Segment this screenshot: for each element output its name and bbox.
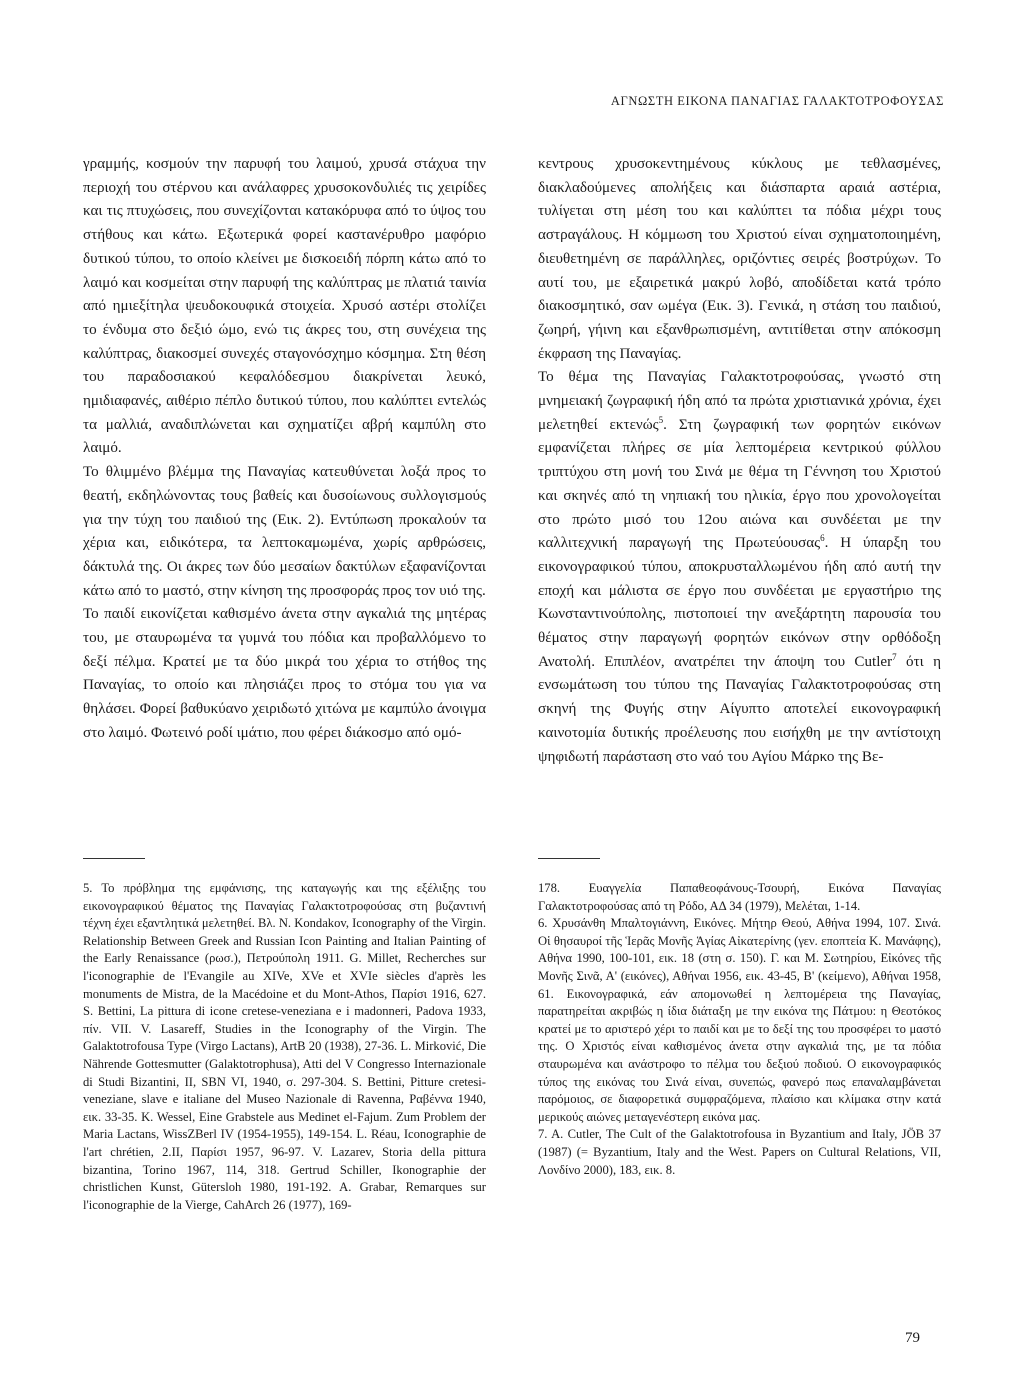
text-run: . Στη ζωγραφική των φορητών εικόνων εμφανίζεται πλήρες σε μία λεπτομέρεια κεντρικού φύλλου τριπτύχου στη μονή του Σινά με θέμα τη Γέννηση του Χριστού και σκηνές από τη νηπιακή του ηλικία, έργο που χρονολογείται στο πρώτο μισό του 12ου αιώνα και συνδέεται με την καλλιτεχνική παραγωγή της Πρωτεύουσας [538,416,941,552]
text-run: . Η ύπαρξη του εικονογραφικού τύπου, αποκρυσταλλωμένου ήδη από αυτή την εποχή και μάλιστα σε έργο που συνδέεται με εργαστήριο της Κωνσταντινούπολης, πιστοποιεί την ανεξάρτητη παρουσία του θέματος στην παραγωγή φορητών εικόνων στην ορθόδοξη Ανατολή. Επιπλέον, ανατρέπει την άποψη του Cutler [538,535,941,670]
running-head: ΑΓΝΩΣΤΗ ΕΙΚΟΝΑ ΠΑΝΑΓΙΑΣ ΓΑΛΑΚΤΟΤΡΟΦΟΥΣΑΣ [610,94,944,108]
footnote-ref: 7 [892,651,897,662]
footnotes-right [538,880,941,1179]
text-run: ότι η ενσωμάτωση του τύπου της Παναγίας Γαλακτοτροφούσας στη σκηνή της Φυγής στην Αίγυπτο αποτελεί εικονογραφική καινοτομία δυτικής προέλευσης που εισήχθη με την αντίστοιχη ψηφιδωτή παράσταση στο ναό του Αγίου Μάρκο της Βε- [538,653,941,765]
footnote: 6. Χρυσάνθη Μπαλτογιάννη, Εικόνες. Μήτηρ Θεού, Αθήνα 1994, 107. Σινά. Οἱ θησαυροί τῆς Ἱερᾶς Μονῆς Ἁγίας Αἰκατερίνης (γεν. εποπτεία Κ. Μανάφης), Αθήνα 1990, 100-101, εικ. 18 (στη σ. 150). Γ. και Μ. Σωτηρίου, Εἰκόνες τῆς Μονῆς Σινᾶ, Α' (εικόνες), Αθήναι 1956, εικ. 43-45, Β' (κείμενο), Αθήναι 1958, 61. Εικονογραφικά, εάν απομονωθεί η λεπτομέρεια της Παναγίας, παρατηρείται ακριβώς η ίδια διάταξη με την εικόνα της Πάτμου: η Θεοτόκος κρατεί με το αριστερό χέρι το παιδί και με το δεξί της του προσφέρει το μαστό της. Ο Χριστός είναι καθισμένος άνετα στην αγκαλιά της, με τα πόδια σταυρωμένα και ανάστροφο το πέλμα του δεξιού ποδιού. Ο εικονογραφικός τύπος της εικόνας του Σινά είναι, συνεπώς, φανερό πως επαναλαμβάνεται παρόμοιος, σε διαφορετικά συμφραζόμενα, πλαίσιο και κλίμακα στην κατά μερικούς αιώνες μεταγενέστερη εικόνα μας. [538,916,941,1124]
page-number: 79 [905,1330,920,1346]
footnote-ref: 6 [820,533,825,544]
footnote: 5. Το πρόβλημα της εμφάνισης, της καταγωγής και της εξέλιξης του εικονογραφικού θέματος της Παναγίας Γαλακτοτροφούσας στη βυζαντινή τέχνη έχει εξαντλητικά μελετηθεί. Βλ. Ν. Kondakov, Iconography of the Virgin. Relationship Between Greek and Russian Icon Painting and Italian Painting of the Early Renaissance (ρωσ.), Πετρούπολη 1911. G. Millet, Recherches sur l'iconographie de l'Evangile au XIVe, XVe et XVIe siècles d'après les monuments de Mistra, de la Macédoine et du Mont-Athos, Παρίσι 1916, 627. S. Bettini, La pittura di icone cretese-veneziana e i madonneri, Padova 1933, πίν. VII. V. Lasareff, Studies in the Iconography of the Virgin. The Galaktotrofousa Type (Virgo Lactans), ArtB 20 (1938), 27-36. L. Mirković, Die Nährende Gottesmutter (Galaktotrophusa), Atti del V Congresso Internazionale di Studi Bizantini, II, SBN VI, 1940, σ. 297-304. S. Bettini, Pitture cretesi-veneziane, slave e italiane del Museo Nazionale di Ravenna, Ραβέννα 1940, εικ. 33-35. K. Wessel, Eine Grabstele aus Medinet el-Fajum. Zum Problem der Maria Lactans, WissZBerl IV (1954-1955), 149-154. L. Réau, Iconographie de l'art chrétien, 2.II, Παρίσι 1957, 96-97. V. Lazarev, Storia della pittura bizantina, Torino 1967, 114, 318. Gertrud Schiller, Ikonographie der christlichen Kunst, Gütersloh 1980, 191-192. A. Grabar, Remarques sur l'iconographie de la Vierge, CahArch 26 (1977), 169- [83,881,486,1212]
body-paragraph: γραμμής, κοσμούν την παρυφή του λαιμού, χρυσά στάχυα την περιοχή του στέρνου και ανάλαφρες χρυσοκονδυλιές τις χειρίδες και τις πτυχώσεις, που συνεχίζονται κατακόρυφα από το ύψος του στήθους και κάτω. Εξωτερικά φορεί καστανέρυθρο μαφόριο δυτικού τύπου, το οποίο κλείνει με δισκοειδή πόρπη κάτω από το λαιμό και κοσμείται στην παρυφή της καλύπτρας με πλατιά ταινία από ημιεξίτηλα ψευδοκουφικά στοιχεία. Χρυσό αστέρι στολίζει το ένδυμα στο δεξιό ώμο, ενώ τις άκρες του, στη συνέχεια της καλύπτρας, διακοσμεί συνεχές σταγονόσχημο κόσμημα. Στη θέση του παραδοσιακού κεφαλόδεσμου διακρίνεται λευκό, ημιδιαφανές, αιθέριο πέπλο δυτικού τύπου, που καλύπτει εντελώς τα μαλλιά, αναδιπλώνεται και σχηματίζει αβρή καμπύλη στο λαιμό. [83,156,486,457]
body-column-left [83,153,486,746]
body-paragraph: Το παιδί εικονίζεται καθισμένο άνετα στην αγκαλιά της μητέρας του, με σταυρωμένα τα γυμνά του πόδια και προβαλλόμενο το δεξί πέλμα. Κρατεί με τα δύο μικρά του χέρια το στήθος της Παναγίας, το οποίο και πλησιάζει προς το στόμα του για να θηλάσει. Φορεί βαθυκύανο χειριδωτό χιτώνα με καμπύλο άνοιγμα στο λαιμό. Φωτεινό ροδί ιμάτιο, που φέρει διάκοσμο από ομό- [83,606,486,741]
body-column-right [538,153,941,769]
footnotes-left [83,880,486,1214]
footnote: 7. A. Cutler, The Cult of the Galaktotrofousa in Byzantium and Italy, JÖB 37 (1987) (= Byzantium, Italy and the West. Papers on Cultural Relations, VII, Λονδίνο 2000), 183, εικ. 8. [538,1127,941,1177]
body-paragraph: Το θλιμμένο βλέμμα της Παναγίας κατευθύνεται λοξά προς το θεατή, εκδηλώνοντας τους βαθείς και δυσοίωνους συλλογισμούς για την τύχη του παιδιού της (Εικ. 2). Εντύπωση προκαλούν τα χέρια και, ειδικότερα, τα λεπτοκαμωμένα, χωρίς αρθρώσεις, δάκτυλά της. Οι άκρες των δύο μεσαίων δακτύλων εξαφανίζονται κάτω από το μαστό, στην κίνηση της προσφοράς προς τον υιό της. [83,464,486,599]
footnote: 178. Ευαγγελία Παπαθεοφάνους-Τσουρή, Εικόνα Παναγίας Γαλακτοτροφούσας από τη Ρόδο, ΑΔ 34 (1979), Μελέται, 1-14. [538,881,941,913]
text-run: Το θέμα της Παναγίας Γαλακτοτροφούσας, γνωστό στη μνημειακή ζωγραφική ήδη από τα πρώτα χριστιανικά χρόνια, έχει μελετηθεί εκτενώς [538,369,941,433]
body-paragraph: κεντρους χρυσοκεντημένους κύκλους με τεθλασμένες, διακλαδούμενες απολήξεις και διάσπαρτα αραιά αστέρια, τυλίγεται στη μέση του και καλύπτει τα πόδια μέχρι τους αστραγάλους. Η κόμμωση του Χριστού είναι σχηματοποιημένη, διευθετημένη σε παράλληλες, οριζόντιες σειρές βοστρύχων. Το αυτί του, με εξαιρετικά μακρύ λοβό, αποδίδεται κατά τρόπο διακοσμητικό, σαν ωμέγα (Εικ. 3). Γενικά, η στάση του παιδιού, ζωηρή, γήινη και εξανθρωπισμένη, αντιτίθεται στην απόκοσμη έκφραση της Παναγίας. [538,156,941,362]
body-paragraph [538,366,941,769]
footnote-divider [538,858,600,859]
footnote-ref: 5 [658,414,664,425]
footnote-divider [83,858,145,859]
